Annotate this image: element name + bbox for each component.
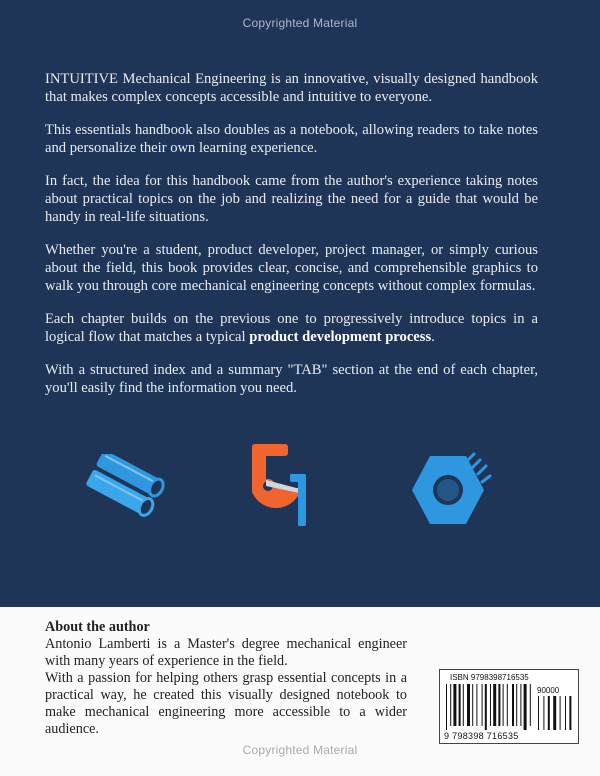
barcode-bar	[450, 684, 451, 726]
barcode-bar	[565, 696, 566, 730]
barcode-bar	[459, 684, 461, 726]
barcode-bar	[520, 684, 521, 726]
illustration-row	[0, 438, 600, 538]
barcode-bar	[498, 684, 500, 726]
cover-blurb	[45, 70, 538, 412]
barcode-bar	[560, 696, 561, 730]
barcode-bar	[569, 696, 571, 730]
barcode-bar	[467, 684, 470, 726]
barcode-bar	[553, 696, 556, 730]
hinge-clamp-icon	[246, 442, 326, 532]
author-heading: About the author	[45, 619, 150, 635]
hex-nut-icon	[408, 450, 494, 530]
barcode-bar	[493, 684, 496, 726]
barcode-bar	[472, 684, 473, 726]
barcode-bar	[512, 684, 514, 726]
barcode-bar	[463, 684, 464, 726]
blurb-paragraph: INTUITIVE Mechanical Engineering is an innovative, visually designed handbook that makes complex concepts accessible and intuitive to everyone.	[45, 71, 538, 106]
barcode-bar	[476, 684, 477, 726]
barcode-bar	[490, 684, 491, 726]
isbn-digits: 9 798398 716535	[444, 731, 519, 741]
blurb-paragraph: This essentials handbook also doubles as a notebook, allowing readers to take notes and personalize their own learning experience.	[45, 121, 538, 157]
author-bio: With a passion for helping others grasp essential concepts in a practical way, he created this visually designed notebook to make mechanical engineering more accessible to a wider audience.	[45, 670, 407, 737]
barcode-bar	[507, 684, 508, 726]
barcode-bar	[524, 684, 527, 730]
isbn-label: ISBN 9798398716535	[450, 673, 529, 682]
barcode-bar	[446, 684, 447, 730]
barcode-bar	[516, 684, 517, 726]
author-bio: Antonio Lamberti is a Master's degree mechanical engineer with many years of experience in the field.	[45, 636, 407, 669]
barcode-bar	[548, 696, 550, 730]
barcode-bar	[538, 696, 539, 730]
price-code: 90000	[537, 686, 560, 695]
blurb-paragraph: With a structured index and a summary "TAB" section at the end of each chapter, you'll easily find the information you need.	[45, 361, 538, 397]
highlight-text: product development process	[249, 329, 432, 346]
barcode-bar	[530, 684, 531, 726]
blurb-paragraph: In fact, the idea for this handbook came from the author's experience taking notes about practical topics on the job and realizing the need for a guide that would be handy in real-life situations.	[45, 172, 538, 226]
barcode-bars	[444, 684, 576, 732]
blurb-paragraph: Whether you're a student, product developer, project manager, or simply curious about the field, this book provides clear, concise, and comprehensible graphics to walk you through core mechanical engineering concepts without complex formulas.	[45, 241, 538, 295]
barcode-bar	[503, 684, 504, 726]
barcode-bar	[485, 684, 487, 730]
barcode-bar	[543, 696, 544, 730]
watermark-top: Copyrighted Material	[242, 16, 358, 30]
barcode-bar	[482, 684, 483, 726]
watermark-bottom: Copyrighted Material	[242, 743, 358, 757]
isbn-barcode	[439, 669, 579, 744]
barcode-bar	[453, 684, 456, 726]
about-author-section	[45, 619, 407, 738]
blurb-paragraph: Each chapter builds on the previous one to progressively introduce topics in a logical flow that matches a typical product development process.	[45, 311, 538, 346]
pipes-icon	[80, 454, 170, 524]
